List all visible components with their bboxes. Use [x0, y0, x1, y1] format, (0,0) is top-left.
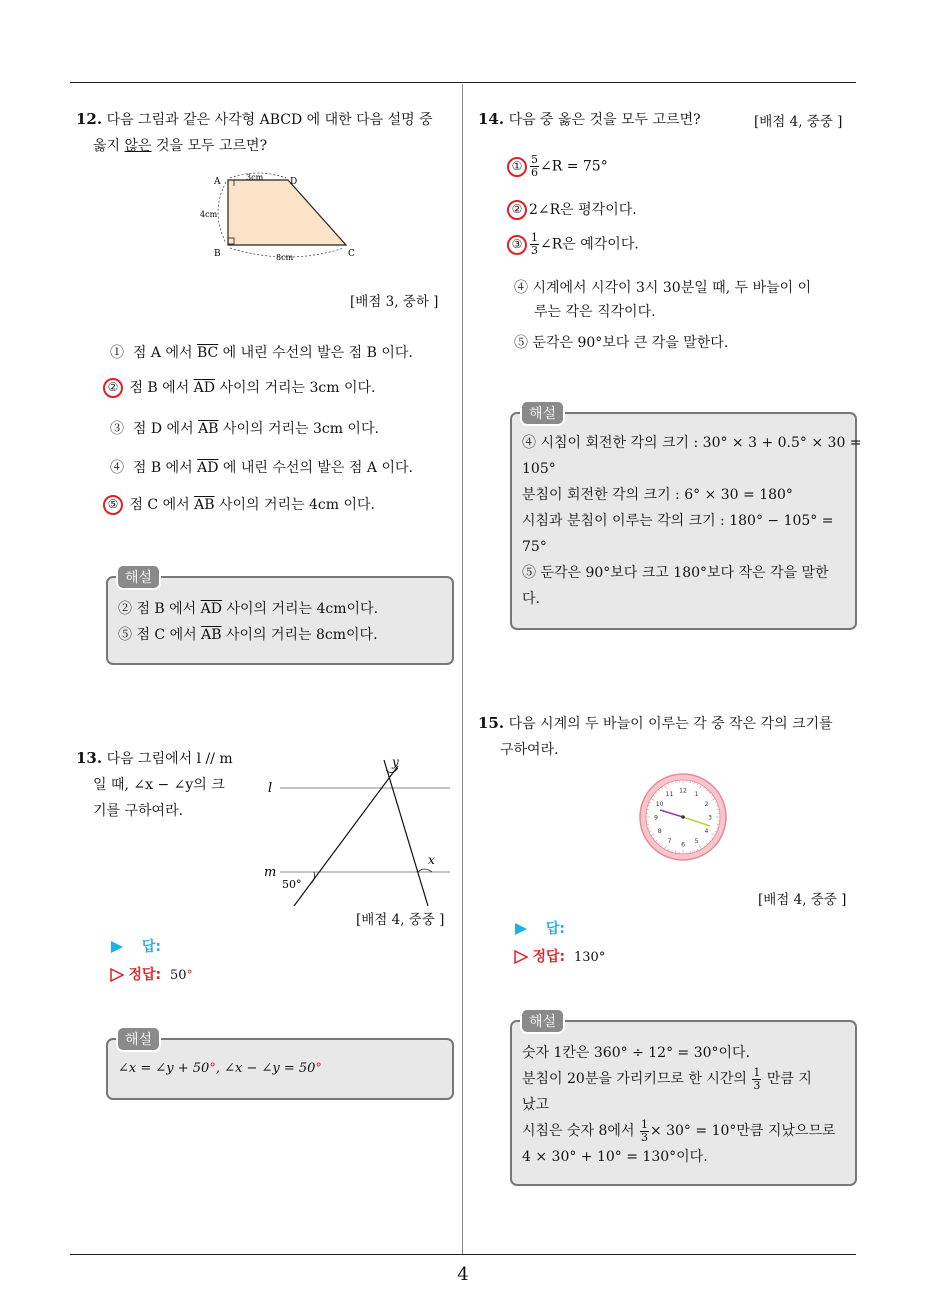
red-circle-mark: ①	[507, 157, 527, 177]
option-text: 사이의 거리는 3cm 이다.	[218, 421, 379, 437]
option-text: 점 C 에서	[129, 497, 195, 513]
label-D: D	[290, 177, 298, 187]
segment-label: $\overline{AB}$	[198, 421, 219, 437]
segment-label: $\overline{AD}$	[193, 380, 216, 396]
q13-question	[76, 745, 276, 824]
q15-solution-text: 숫자 1칸은 360° ÷ 12° = 30°이다. 분침이 20분을 가리키므로 한 시간의 $\frac{1}{3}$ 만큼 지 났고 시침은 숫자 8에서 $\frac{1}{3}$ × 30° = 10°만큼 지났으므로 4 × 30° + 10° = 130°이다.	[522, 1045, 836, 1165]
q15-solution-tag: 해설	[520, 1008, 565, 1034]
q13-solution-tag: 해설	[116, 1026, 161, 1052]
clock-numeral: 2	[704, 801, 709, 808]
q12-number: 12.	[76, 110, 103, 128]
label-l: l	[268, 781, 273, 796]
q13-solution-text: ∠x = ∠y + 50°, ∠x − ∠y = 50°	[118, 1061, 322, 1076]
q15-number: 15.	[478, 714, 505, 732]
red-circle-mark: ③	[507, 235, 527, 255]
q13-meta: [배점 4, 중중 ]	[356, 912, 445, 928]
outline-arrow-icon	[514, 950, 528, 964]
q12-text-line2b: 것을 모두 고르면?	[151, 138, 268, 154]
clock-numeral: 10	[655, 801, 664, 808]
q14-option-2[interactable]	[510, 199, 637, 220]
option-text: 2∠R은 평각이다.	[529, 202, 637, 218]
transversal-1	[294, 766, 398, 906]
clock-numeral: 9	[654, 814, 658, 822]
fraction: $\frac{5}{6}$	[531, 153, 538, 179]
q12-text-line1: 다음 그림과 같은 사각형 ABCD 에 대한 다음 설명 중	[106, 112, 433, 128]
label-m: m	[264, 865, 277, 880]
q12-option-3[interactable]	[110, 418, 379, 438]
red-circle-mark: ②	[507, 200, 527, 220]
option-number: ③	[110, 421, 124, 437]
q15-meta: [배점 4, 중중 ]	[758, 892, 847, 908]
correct-label: 정답:	[532, 949, 566, 965]
clock-numeral: 7	[667, 837, 672, 845]
q14-solution-text: ④ 시침이 회전한 각의 크기 : 30° × 3 + 0.5° × 30 = 105° 분침이 회전한 각의 크기 : 6° × 30 = 180° 시침과 분침이 이루는 각의 크기 : 180° − 105° = 75° ⑤ 둔각은 90°보다 크고 180°보다 작은 각을 말한 다.	[522, 435, 862, 607]
trapezoid-shape	[228, 180, 346, 245]
label-y: y	[392, 756, 399, 769]
option-text: ∠R = 75°	[540, 158, 608, 175]
option-text: 에 내린 수선의 발은 점 B 이다.	[218, 345, 413, 361]
q12-option-1[interactable]	[110, 342, 413, 362]
option-text: 사이의 거리는 3cm 이다.	[215, 380, 376, 396]
label-top-length: 3cm	[246, 173, 264, 182]
correct-label: 정답:	[128, 967, 162, 983]
q15-correct-row	[514, 946, 605, 966]
option-text: 점 A 에서	[132, 345, 197, 361]
q15-question	[478, 710, 833, 763]
clock-numeral: 8	[657, 828, 662, 835]
q13-number: 13.	[76, 749, 103, 767]
q12-solution-text: ② 점 B 에서 $\overline{AD}$ 사이의 거리는 4cm이다. ⑤ 점 C 에서 $\overline{AB}$ 사이의 거리는 8cm이다.	[118, 601, 379, 643]
clock-icon	[638, 772, 728, 862]
clock-numeral: 12	[679, 787, 687, 795]
label-50deg: 50°	[282, 878, 302, 891]
segment-label: $\overline{BC}$	[196, 345, 219, 361]
bottom-rule	[70, 1254, 856, 1255]
q12-option-5[interactable]	[106, 494, 375, 515]
option-number: ④	[110, 460, 124, 476]
q15-line2: 구하여라.	[500, 742, 559, 758]
q13-correct-row	[110, 964, 193, 984]
option-text: 루는 각은 직각이다.	[534, 304, 656, 320]
q15-answer-row	[514, 918, 565, 938]
q14-option-5[interactable]	[514, 332, 728, 352]
column-divider	[462, 84, 463, 1254]
q14-number: 14.	[478, 110, 505, 128]
clock-numeral: 3	[708, 814, 712, 822]
q14-option-1[interactable]	[510, 154, 608, 179]
label-left-length: 4cm	[200, 210, 218, 219]
clock-numeral: 11	[665, 791, 674, 799]
red-circle-mark: ⑤	[103, 495, 123, 515]
play-arrow-icon	[110, 940, 124, 954]
outline-arrow-icon	[110, 968, 124, 982]
q13-answer-row	[110, 936, 161, 956]
q14-option-3[interactable]	[510, 232, 639, 257]
option-text: ⑤ 둔각은 90°보다 큰 각을 말한다.	[514, 335, 729, 351]
label-A: A	[214, 177, 221, 187]
option-number: ①	[110, 345, 124, 361]
q13-line2: 일 때, ∠x − ∠y의 크	[93, 777, 225, 793]
option-text: ④ 시계에서 시각이 3시 30분일 때, 두 바늘이 이	[514, 280, 812, 296]
q12-meta: [배점 3, 중하 ]	[350, 294, 439, 310]
page-number: 4	[457, 1264, 469, 1285]
label-B: B	[214, 249, 221, 259]
q12-option-2[interactable]	[106, 377, 375, 398]
q12-trapezoid-figure	[190, 168, 370, 264]
segment-label: $\overline{AD}$	[197, 460, 219, 476]
option-text: 에 내린 수선의 발은 점 A 이다.	[218, 460, 413, 476]
q14-solution-tag: 해설	[520, 400, 565, 426]
q13-line3: 기를 구하여라.	[93, 803, 184, 819]
transversal-2	[384, 760, 428, 906]
correct-value: 130°	[574, 950, 606, 965]
q13-parallel-lines-figure	[262, 756, 458, 910]
segment-label: $\overline{AB}$	[194, 497, 215, 513]
q15-line1: 다음 시계의 두 바늘이 이루는 각 중 작은 각의 크기를	[508, 716, 833, 732]
red-circle-mark: ②	[103, 378, 123, 398]
q12-solution-tag: 해설	[116, 564, 161, 590]
q13-line1: 다음 그림에서 l // m	[106, 751, 233, 767]
option-text: 사이의 거리는 4cm 이다.	[214, 497, 375, 513]
q14-question	[478, 106, 701, 133]
q14-option-4[interactable]	[514, 276, 811, 324]
clock-numeral: 1	[694, 791, 699, 799]
q14-text: 다음 중 옳은 것을 모두 고르면?	[508, 112, 701, 128]
option-text: 점 D 에서	[132, 421, 199, 437]
answer-label: 답:	[141, 939, 161, 955]
angle-50-arc	[310, 872, 315, 884]
option-text: ∠R은 예각이다.	[540, 236, 639, 253]
clock-numeral: 6	[681, 841, 685, 849]
correct-value: 50	[170, 968, 187, 983]
option-text: 점 B 에서	[129, 380, 194, 396]
label-bottom-length: 8cm	[276, 253, 294, 262]
top-rule	[70, 82, 856, 83]
q14-meta: [배점 4, 중중 ]	[754, 114, 843, 130]
q12-underlined: 않은	[124, 138, 152, 154]
q12-text-line2a: 옳지	[93, 138, 125, 154]
answer-label: 답:	[545, 921, 565, 937]
option-text: 점 B 에서	[132, 460, 198, 476]
label-x: x	[428, 853, 435, 867]
clock-numeral: 5	[694, 837, 699, 845]
label-C: C	[348, 249, 355, 259]
play-arrow-icon	[514, 922, 528, 936]
q12-option-4[interactable]	[110, 457, 413, 477]
q12-question	[76, 106, 460, 159]
dim-left	[218, 182, 226, 243]
fraction: $\frac{1}{3}$	[531, 231, 538, 257]
correct-unit: °	[186, 968, 193, 982]
clock-numeral: 4	[704, 828, 709, 835]
